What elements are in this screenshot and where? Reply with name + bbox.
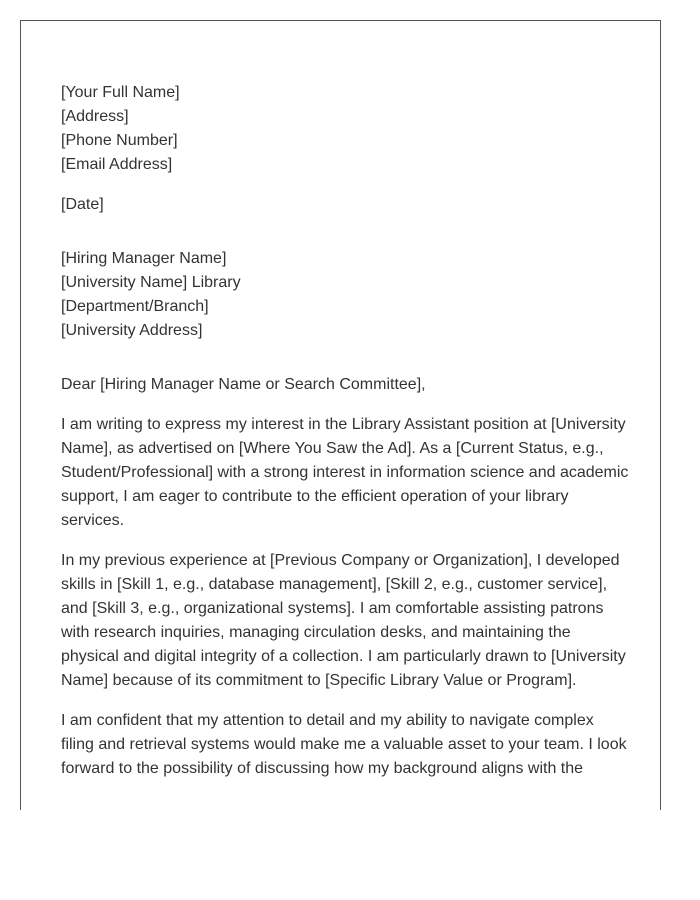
body-paragraph-3: I am confident that my attention to detail and my ability to navigate complex filing and retrieval systems would make me a valuable asset to your team. I look forward to the possibility of discussing how my background aligns with the xyxy=(61,712,627,777)
salutation-block xyxy=(61,373,631,397)
recipient-library: [University Name] Library xyxy=(61,274,241,291)
salutation: Dear [Hiring Manager Name or Search Committee], xyxy=(61,376,426,393)
sender-phone: [Phone Number] xyxy=(61,132,178,149)
body-paragraph-1: I am writing to express my interest in the Library Assistant position at [University Name], as advertised on [Where You Saw the Ad]. As a [Current Status, e.g., Student/Professional] with a strong interest in information science and academic support, I am eager to contribute to the efficient operation of your library services. xyxy=(61,416,629,529)
sender-address: [Address] xyxy=(61,108,129,125)
recipient-block xyxy=(61,247,631,343)
letter-page xyxy=(20,20,661,810)
date-block xyxy=(61,193,631,217)
recipient-name: [Hiring Manager Name] xyxy=(61,250,227,267)
recipient-department: [Department/Branch] xyxy=(61,298,209,315)
body-paragraph-2: In my previous experience at [Previous Company or Organization], I developed skills in [Skill 1, e.g., database management], [Skill 2, e.g., customer service], and [Skill 3, e.g., organizational systems]. I am comfortable assisting patrons with research inquiries, managing circulation desks, and maintaining the physical and digital integrity of a collection. I am particularly drawn to [University Name] because of its commitment to [Specific Library Value or Program]. xyxy=(61,552,626,689)
recipient-address: [University Address] xyxy=(61,322,203,339)
letter-date: [Date] xyxy=(61,196,104,213)
sender-name: [Your Full Name] xyxy=(61,84,180,101)
sender-email: [Email Address] xyxy=(61,156,173,173)
sender-block xyxy=(61,81,631,177)
letter-content xyxy=(61,81,631,797)
